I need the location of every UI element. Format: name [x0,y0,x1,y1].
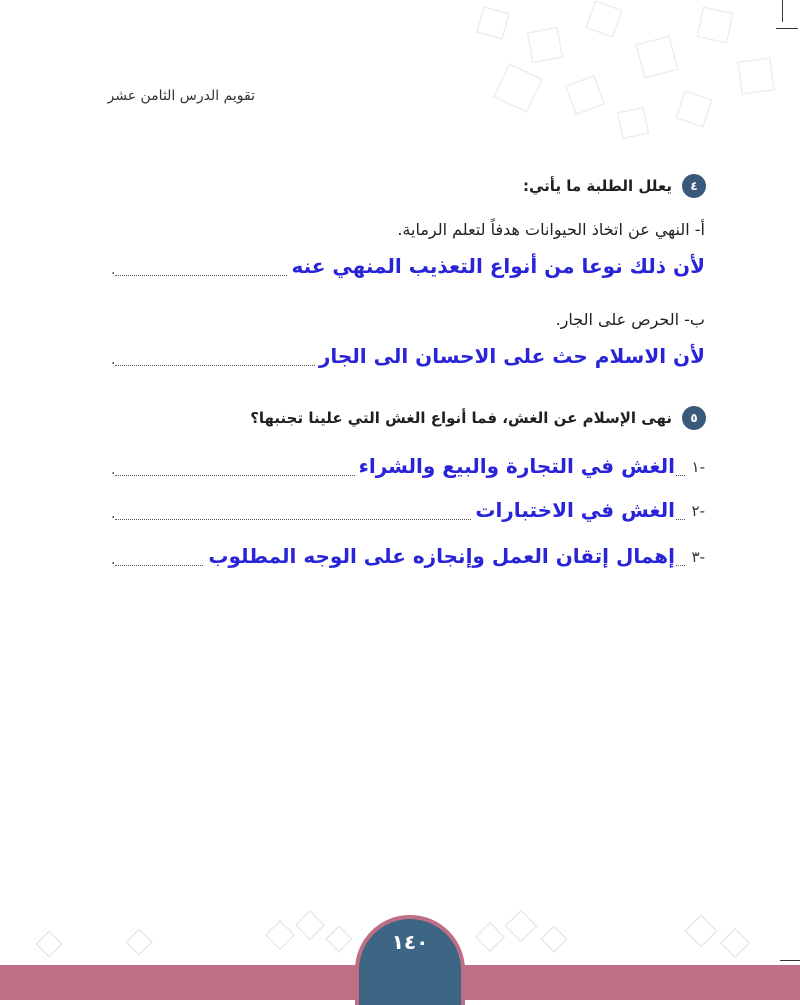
answer-3-number: ٣- [686,548,705,566]
question-5-answer-3: إهمال إتقان العمل وإنجازه على الوجه المطلوب [204,544,675,568]
question-4b-answer: لأن الاسلام حث على الاحسان الى الجار [315,344,705,368]
question-4a-label: أ- النهي عن اتخاذ الحيوانات هدفاً لتعلم الرماية. [397,220,705,239]
question-5-answer-1-line: . ١- الغش في التجارة والبيع والشراء [111,454,705,478]
question-4a-answer: لأن ذلك نوعا من أنواع التعذيب المنهي عنه [287,254,705,278]
question-5-number-badge: ٥ [682,406,706,430]
question-5-answer-1: الغش في التجارة والبيع والشراء [355,454,675,478]
question-4b-answer-line: . لأن الاسلام حث على الاحسان الى الجار [111,344,705,368]
question-4a-answer-line: . لأن ذلك نوعا من أنواع التعذيب المنهي عنه [111,254,705,278]
question-5-answer-2: الغش في الاختبارات [471,498,675,522]
page-header-title: تقويم الدرس الثامن عشر [107,88,255,104]
question-5-prompt: نهى الإسلام عن الغش، فما أنواع الغش التي علينا تجنبها؟ [250,409,672,427]
question-4b-label: ب- الحرص على الجار. [555,310,705,329]
question-4-prompt: يعلل الطلبة ما يأتي: [523,177,672,195]
answer-1-number: ١- [686,458,705,476]
background-pattern [440,0,800,150]
question-4-number-badge: ٤ [682,174,706,198]
question-5-answer-3-line: . ٣- إهمال إتقان العمل وإنجازه على الوجه المطلوب [111,544,705,568]
question-5-answer-2-line: . ٢- الغش في الاختبارات [111,498,705,522]
answer-2-number: ٢- [686,502,705,520]
page-number: ١٤٠ [391,930,429,954]
